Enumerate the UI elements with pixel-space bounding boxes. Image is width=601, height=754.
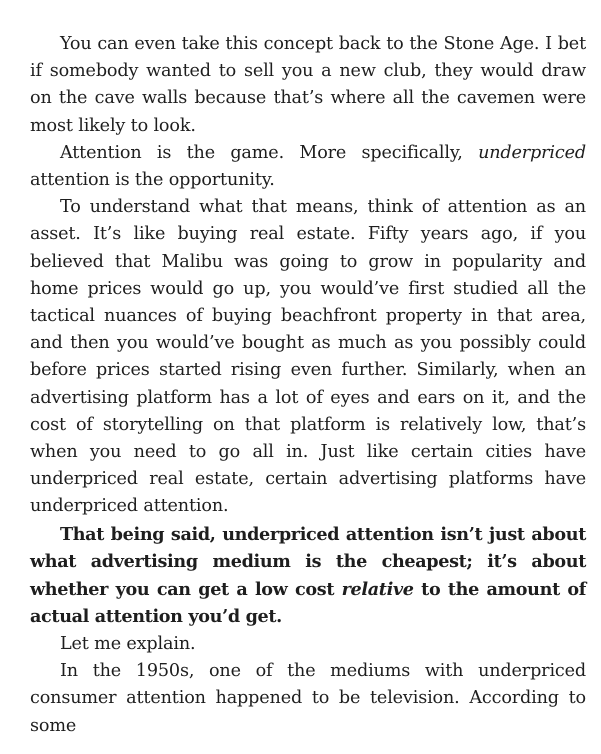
paragraph-attention-game	[30, 140, 586, 194]
paragraph-text-segment: That being said, underpriced attention isn’t just about what advertising medium is the cheapest; it’s about whether you can get a low cost	[30, 523, 586, 600]
paragraph-1950s-television: In the 1950s, one of the mediums with underpriced consumer attention happened to be television. According to some	[30, 661, 586, 736]
emphasis-text: relative	[341, 578, 414, 600]
paragraph-text-segment: to the amount of actual attention you’d get.	[30, 578, 586, 628]
paragraph-let-me-explain: Let me explain.	[60, 634, 196, 655]
paragraph-text-segment: Attention is the game. More specifically,	[60, 142, 479, 163]
paragraph-real-estate: To understand what that means, think of attention as an asset. It’s like buying real estate. Fifty years ago, if you believed that Malibu was going to grow in popularity and home prices would go up, you would’ve first studied all the tactical nuances of buying beachfront property in that area, and then you would’ve bought as much as you possibly could before prices started rising even further. Similarly, when an advertising platform has a lot of eyes and ears on it, and the cost of storytelling on that platform is relatively low, that’s when you need to go all in. Just like certain cities have underpriced real estate, certain advertising platforms have underpriced attention.	[30, 197, 586, 517]
paragraph-text-segment: attention is the opportunity.	[30, 170, 275, 191]
emphasis-text: underpriced	[478, 142, 586, 163]
paragraph-bold-emphasis	[30, 521, 586, 631]
paragraph-stone-age: You can even take this concept back to the Stone Age. I bet if somebody wanted to sell you a new club, they would draw on the cave walls because that’s where all the cavemen were most likely to look.	[30, 34, 586, 136]
document-page	[30, 31, 586, 740]
